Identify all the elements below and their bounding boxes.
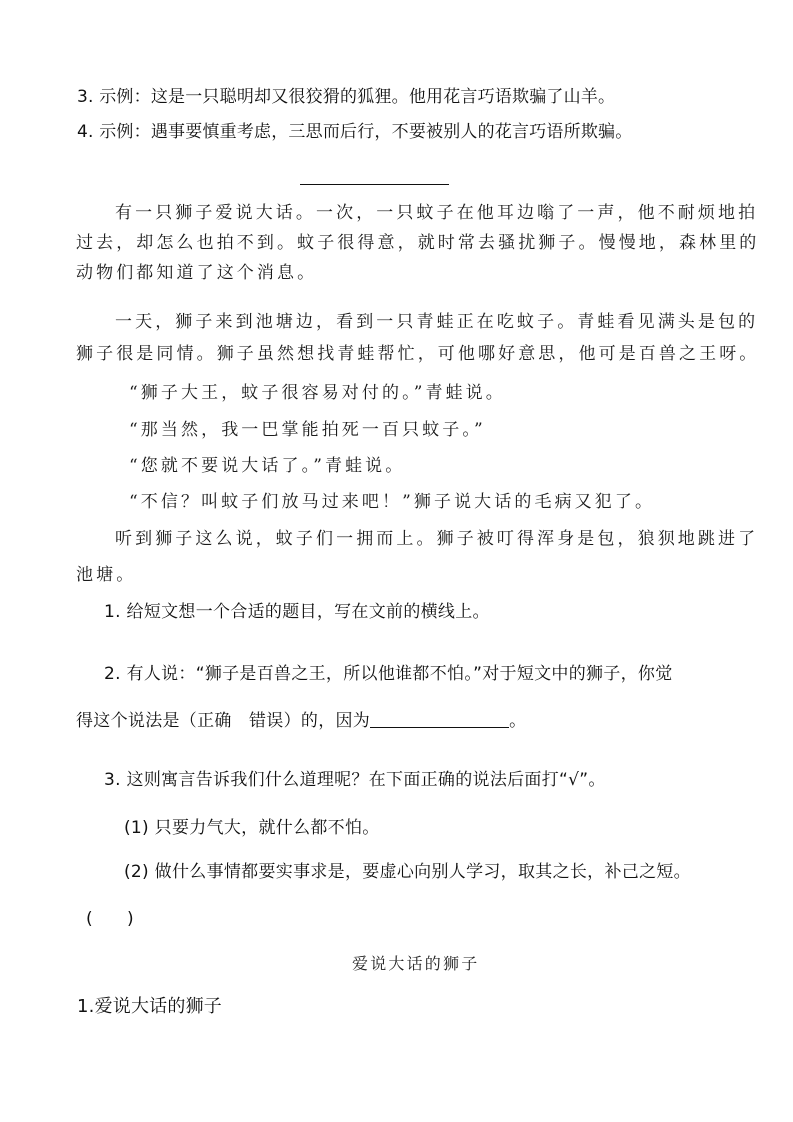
story-dialogue: “狮子大王，蚊子很容易对付的。”青蛙说。: [129, 383, 506, 403]
paren-close: ): [126, 909, 134, 929]
question-3-option-1: (1) 只要力气大，就什么都不怕。: [124, 818, 380, 838]
paren-open: (: [86, 909, 93, 929]
question-2-line-2: [76, 711, 526, 730]
answer-key-title: 爱说大话的狮子: [352, 954, 480, 973]
story-line: 动物们都知道了这个消息。: [76, 263, 318, 283]
answer-key-1: 1.爱说大话的狮子: [77, 996, 222, 1017]
story-dialogue: “不信？叫蚊子们放马过来吧！”狮子说大话的毛病又犯了。: [129, 492, 656, 512]
question-2-suffix: 。: [509, 711, 527, 731]
story-line: 过去，却怎么也拍不到。蚊子很得意，就时常去骚扰狮子。慢慢地，森林里的: [76, 233, 760, 253]
question-3-option-2: (2) 做什么事情都要实事求是，要虚心向别人学习，取其之长，补己之短。: [124, 862, 691, 882]
story-dialogue: “那当然，我一巴掌能拍死一百只蚊子。”: [129, 420, 486, 440]
question-3-answer-parens[interactable]: [86, 911, 134, 928]
story-line: 狮子很是同情。狮子虽然想找青蛙帮忙，可他哪好意思，他可是百兽之王呀。: [76, 344, 760, 364]
answer-line-3: 3. 示例：这是一只聪明却又很狡猾的狐狸。他用花言巧语欺骗了山羊。: [77, 87, 616, 107]
question-1: 1. 给短文想一个合适的题目，写在文前的横线上。: [104, 602, 490, 622]
story-line: 一天，狮子来到池塘边，看到一只青蛙正在吃蚊子。青蛙看见满头是包的: [115, 312, 759, 332]
question-2-prefix: 得这个说法是（正确 错误）的，因为: [76, 711, 371, 731]
story-title-blank-line: [300, 184, 449, 185]
story-line: 听到狮子这么说，蚊子们一拥而上。狮子被叮得浑身是包，狼狈地跳进了: [115, 529, 759, 549]
question-3: 3. 这则寓言告诉我们什么道理呢？在下面正确的说法后面打“√”。: [104, 770, 606, 790]
story-line: 有一只狮子爱说大话。一次，一只蚊子在他耳边嗡了一声，他不耐烦地拍: [115, 203, 759, 223]
story-line: 池塘。: [76, 565, 137, 585]
story-dialogue: “您就不要说大话了。”青蛙说。: [129, 456, 406, 476]
question-2-line-1: 2. 有人说：“狮子是百兽之王，所以他谁都不怕。”对于短文中的狮子，你觉: [104, 664, 673, 684]
answer-line-4: 4. 示例：遇事要慎重考虑，三思而后行，不要被别人的花言巧语所欺骗。: [77, 122, 633, 142]
answer-blank-line[interactable]: [370, 711, 509, 728]
